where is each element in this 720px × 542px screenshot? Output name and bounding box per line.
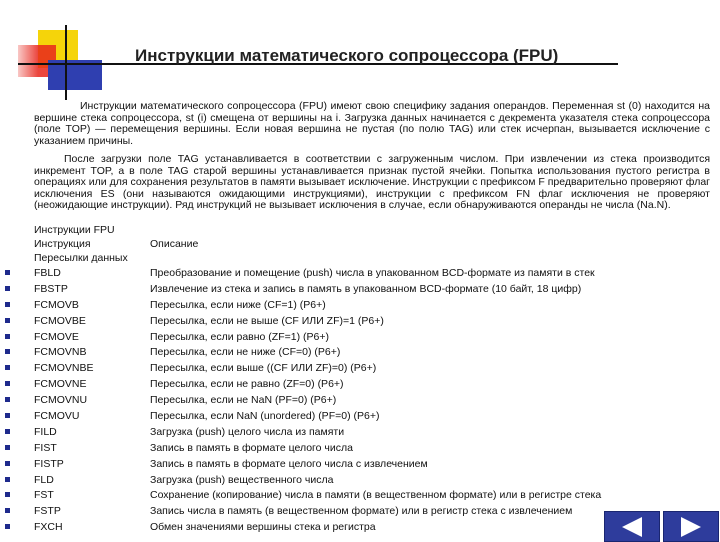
instruction-name: FBLD bbox=[34, 267, 61, 279]
next-slide-button[interactable] bbox=[663, 511, 719, 542]
bullet-icon bbox=[5, 397, 10, 402]
instruction-name: FIST bbox=[34, 441, 57, 454]
instruction-description: Сохранение (копирование) числа в памяти (в вещественном формате) или в регистре стека bbox=[150, 489, 602, 502]
section-label: Пересылки данных bbox=[34, 252, 128, 264]
instruction-name: FCMOVNB bbox=[34, 346, 87, 359]
instruction-description: Запись в память в формате целого числа с извлечением bbox=[150, 457, 428, 470]
list-item bbox=[0, 283, 720, 299]
instruction-name: FBSTP bbox=[34, 282, 68, 295]
instruction-name: FCMOVU bbox=[34, 410, 80, 423]
list-item bbox=[0, 299, 720, 315]
instruction-name: FSTP bbox=[34, 505, 61, 518]
slide-title: Инструкции математического сопроцессора (FPU) bbox=[135, 46, 559, 65]
list-item bbox=[0, 362, 720, 378]
list-item bbox=[0, 410, 720, 426]
list-item bbox=[0, 474, 720, 490]
instruction-name: FCMOVNBE bbox=[34, 362, 94, 375]
instruction-description: Пересылка, если NaN (unordered) (PF=0) (P6+) bbox=[150, 410, 380, 423]
list-item bbox=[0, 331, 720, 347]
instruction-name: FCMOVB bbox=[34, 298, 79, 311]
previous-slide-button[interactable] bbox=[604, 511, 660, 542]
bullet-icon bbox=[5, 286, 10, 291]
triangle-right-icon bbox=[681, 517, 701, 537]
list-item bbox=[0, 346, 720, 362]
bullet-icon bbox=[5, 334, 10, 339]
list-item bbox=[0, 394, 720, 410]
bullet-icon bbox=[5, 413, 10, 418]
header-instruction: Инструкция bbox=[34, 238, 91, 250]
instruction-description: Пересылка, если не равно (ZF=0) (P6+) bbox=[150, 378, 344, 391]
instruction-name: FCMOVNU bbox=[34, 394, 88, 407]
instruction-name: FISTP bbox=[34, 457, 64, 470]
bullet-icon bbox=[5, 270, 10, 275]
bullet-icon bbox=[5, 477, 10, 482]
instruction-description: Загрузка (push) целого числа из памяти bbox=[150, 425, 345, 438]
bullet-icon bbox=[5, 492, 10, 497]
bullet-icon bbox=[5, 445, 10, 450]
list-item bbox=[0, 458, 720, 474]
header-description: Описание bbox=[150, 238, 199, 250]
decor-fade bbox=[18, 45, 38, 77]
instruction-description: Пересылка, если не выше (CF ИЛИ ZF)=1 (P6+) bbox=[150, 314, 384, 327]
bullet-icon bbox=[5, 318, 10, 323]
instruction-name: FLD bbox=[34, 473, 54, 486]
instruction-description: Пересылка, если равно (ZF=1) (P6+) bbox=[150, 330, 329, 343]
instruction-description: Запись числа в память (в вещественном формате) или в регистр стека с извлечением bbox=[150, 505, 573, 518]
bullet-icon bbox=[5, 429, 10, 434]
instruction-description: Запись в память в формате целого числа bbox=[150, 441, 353, 454]
instruction-description: Извлечение из стека и запись в память в упакованном BCD-формате (10 байт, 18 цифр) bbox=[150, 282, 582, 295]
list-item bbox=[0, 426, 720, 442]
instruction-description: Пересылка, если не ниже (CF=0) (P6+) bbox=[150, 346, 341, 359]
instruction-name: FCMOVNE bbox=[34, 378, 87, 391]
bullet-icon bbox=[5, 365, 10, 370]
instruction-description: Обмен значениями вершины стека и регистра bbox=[150, 521, 376, 534]
list-item bbox=[0, 489, 720, 505]
list-item bbox=[0, 378, 720, 394]
bullet-icon bbox=[5, 508, 10, 513]
instruction-description: Пересылка, если не NaN (PF=0) (P6+) bbox=[150, 394, 337, 407]
paragraph-1: Инструкции математического сопроцессора (FPU) имеют свою специфику задания операндов. Переменная st (0) находится на вершине стека сопроцессора, st (i) смещена от вершины на i. Загрузка данных начинается с декремента указателя стека сопроцессора (поле TOP) — перемещения вершины. Если новая вершина не пустая (по полю TAG) или стек исчерпан, вызывается исключение с указанием причины. bbox=[34, 100, 710, 147]
instruction-name: FILD bbox=[34, 425, 57, 438]
bullet-icon bbox=[5, 349, 10, 354]
paragraph-2: После загрузки поле TAG устанавливается в соответствии с загруженным числом. При извлечении из стека производится инкремент TOP, а в поле TAG старой вершины устанавливается признак пустой ячейки. Попытка использования пустого регистра в операциях или для сохранения результатов в памяти вызывает исключение. Инструкции с префиксом F предварительно проверяют флаг исключения ES (они называются ожидающими инструкциями), инструкции с префиксом FN флаг исключения не проверяют (неожидающие инструкции). Ряд инструкций не вызывает исключения в случае, если обнаруживаются операнды не числа (Na.N). bbox=[34, 153, 710, 211]
instruction-description: Пересылка, если выше ((CF ИЛИ ZF)=0) (P6+) bbox=[150, 362, 377, 375]
list-item bbox=[0, 267, 720, 283]
bullet-icon bbox=[5, 381, 10, 386]
instruction-name: FCMOVBE bbox=[34, 314, 86, 327]
list-item bbox=[0, 315, 720, 331]
bullet-icon bbox=[5, 524, 10, 529]
instruction-list bbox=[0, 267, 720, 537]
instruction-description: Пересылка, если ниже (CF=1) (P6+) bbox=[150, 298, 326, 311]
triangle-left-icon bbox=[622, 517, 642, 537]
instruction-name: FXCH bbox=[34, 521, 63, 534]
instruction-name: FCMOVE bbox=[34, 330, 79, 343]
list-item bbox=[0, 442, 720, 458]
instruction-description: Преобразование и помещение (push) числа в упакованном BCD-формате из памяти в стек bbox=[150, 267, 595, 279]
bullet-icon bbox=[5, 302, 10, 307]
instruction-description: Загрузка (push) вещественного числа bbox=[150, 473, 334, 486]
bullet-icon bbox=[5, 461, 10, 466]
table-caption: Инструкции FPU bbox=[34, 224, 115, 236]
instruction-name: FST bbox=[34, 489, 54, 502]
